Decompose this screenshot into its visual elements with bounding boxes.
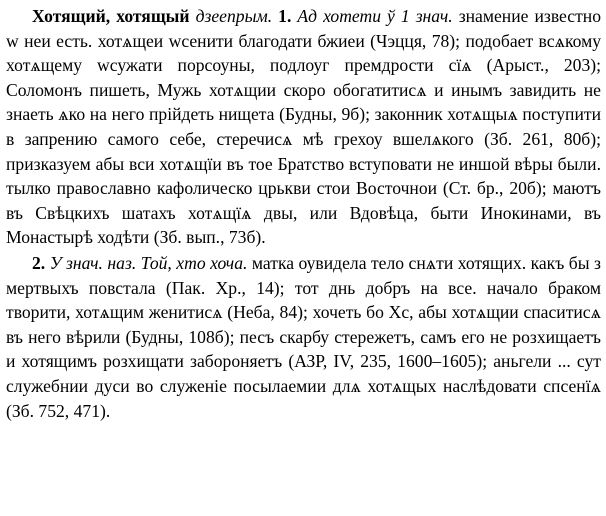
sense-definition: Ад хотети ў 1 знач. bbox=[297, 6, 453, 26]
headword: Хотящий, хотящый bbox=[32, 6, 190, 26]
sense-2-paragraph bbox=[6, 251, 601, 423]
sense-definition: У знач. наз. Той, хто хоча. bbox=[49, 252, 248, 273]
part-of-speech: дзеепрым. bbox=[195, 6, 273, 26]
sense-1-paragraph bbox=[6, 4, 601, 250]
sense-text: знамение известно w неи есть. хотѧщеи wсенити благодати бжиеи (Чэцця, 78); подобает всѧкому хотѧщему wсужати порсоуны, подлоуг премдрости сїѧ (Арыст., 203); Соломонъ пишеть, Мужь хотѧщии скоро обогатитисѧ и инымъ завидить не знаеть ѧко на него прійдеть нищета (Будны, 9б); законник хотѧщыѧ поступити в запрению самого себе, стеречисѧ мѣ грехоу вшелѧкого (Зб. 261, 80б); призказуем абы вси хотѧщїи въ тое Братство вступовати не иншой вѣры были. тылко православно кафолическо црькви стои Восточнои (Ст. бр., 20б); маютъ въ Свѣцкихъ шатахъ хотѧщїѧ двы, или Вдовѣца, быти Инокинами, въ Монастырѣ ходѣти (Зб. вып., 73б). bbox=[6, 6, 601, 248]
sense-number: 1. bbox=[278, 6, 292, 26]
sense-text: матка оувидела тело снѧти хотящих. какъ бы з мертвыхъ повстала (Пак. Хр., 14); тот днь добръ на все. начало браком творити, хотѧщим женитисѧ (Неба, 84); хочеть бо Хс, абы хотѧщии спаситисѧ въ него вѣрили (Будны, 108б); песъ скарбу стережетъ, самъ его не розхищаетъ и хотящимъ розхищати забороняетъ (АЗР, IV, 235, 1600–1605); аньгели ... сут служебнии дуси во служеніе посылаемии длѧ хотѧщых наслѣдовати спсенїѧ (Зб. 752, 471). bbox=[6, 252, 601, 421]
sense-number: 2. bbox=[32, 252, 46, 273]
